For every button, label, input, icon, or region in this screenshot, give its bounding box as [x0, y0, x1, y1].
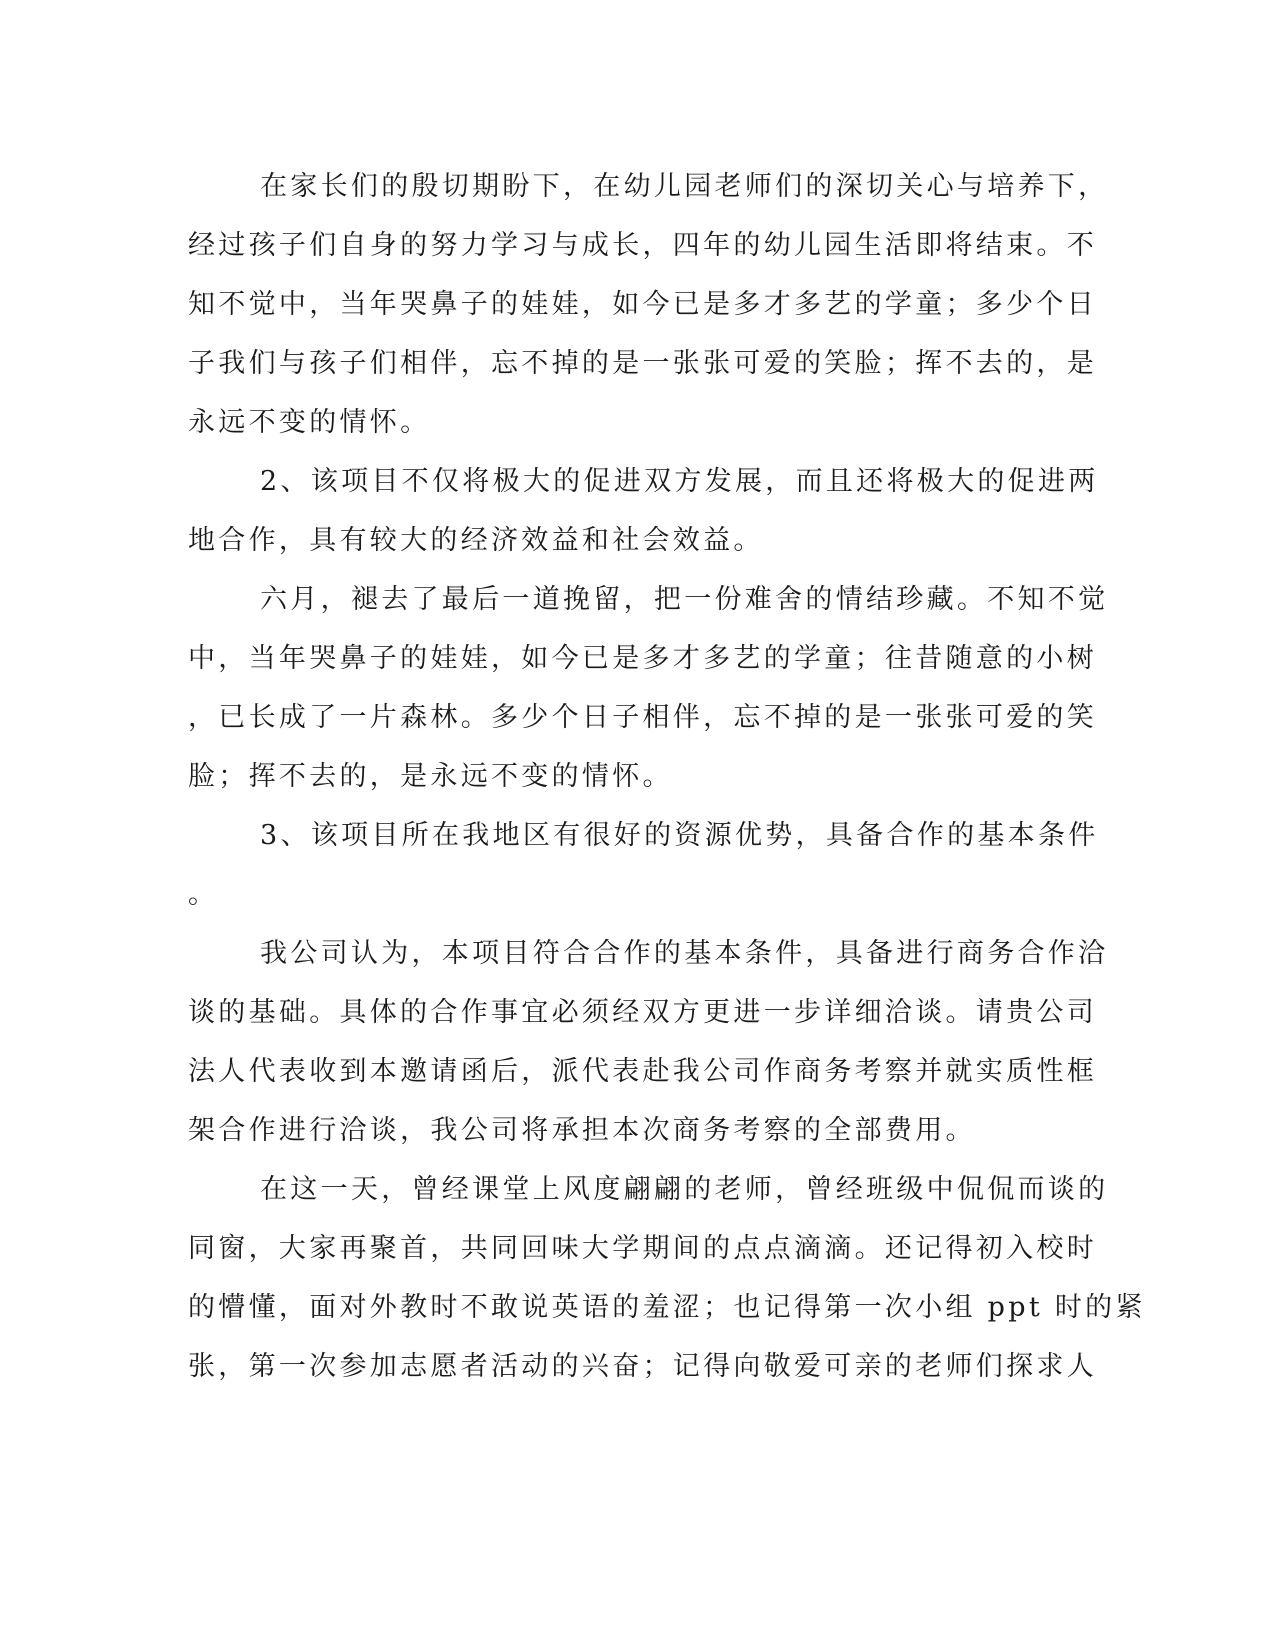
- text-line: 我公司认为，本项目符合合作的基本条件，具备进行商务合作洽: [260, 938, 1109, 969]
- text-line: 六月，褪去了最后一道挽留，把一份难舍的情结珍藏。不知不觉: [260, 584, 1109, 615]
- text-line: 永远不变的情怀。: [188, 407, 431, 438]
- text-line: 地合作，具有较大的经济效益和社会效益。: [188, 525, 764, 556]
- text-line: 子我们与孩子们相伴，忘不掉的是一张张可爱的笑脸；挥不去的，是: [188, 348, 1097, 379]
- text-line: 的懵懂，面对外教时不敢说英语的羞涩；也记得第一次小组 ppt 时的紧: [188, 1292, 1146, 1323]
- text-line: 2、该项目不仅将极大的促进双方发展，而且还将极大的促进两: [260, 466, 1099, 497]
- text-line: 经过孩子们自身的努力学习与成长，四年的幼儿园生活即将结束。不: [188, 230, 1097, 261]
- text-line: ，已长成了一片森林。多少个日子相伴，忘不掉的是一张张可爱的笑: [188, 702, 1097, 733]
- text-line: 在家长们的殷切期盼下，在幼儿园老师们的深切关心与培养下，: [260, 171, 1109, 202]
- text-line: 架合作进行洽谈，我公司将承担本次商务考察的全部费用。: [188, 1115, 976, 1146]
- document-body: [188, 157, 1146, 1396]
- text-line: 中，当年哭鼻子的娃娃，如今已是多才多艺的学童；往昔随意的小树: [188, 643, 1097, 674]
- text-line: 知不觉中，当年哭鼻子的娃娃，如今已是多才多艺的学童；多少个日: [188, 289, 1097, 320]
- text-line: 张，第一次参加志愿者活动的兴奋；记得向敬爱可亲的老师们探求人: [188, 1351, 1097, 1382]
- text-line: 在这一天，曾经课堂上风度翩翩的老师，曾经班级中侃侃而谈的: [260, 1174, 1109, 1205]
- text-line: 。: [188, 879, 219, 910]
- text-line: 法人代表收到本邀请函后，派代表赴我公司作商务考察并就实质性框: [188, 1056, 1097, 1087]
- text-line: 谈的基础。具体的合作事宜必须经双方更进一步详细洽谈。请贵公司: [188, 997, 1097, 1028]
- text-line: 脸；挥不去的，是永远不变的情怀。: [188, 761, 673, 792]
- text-line: 同窗，大家再聚首，共同回味大学期间的点点滴滴。还记得初入校时: [188, 1233, 1097, 1264]
- text-line: 3、该项目所在我地区有很好的资源优势，具备合作的基本条件: [260, 820, 1099, 851]
